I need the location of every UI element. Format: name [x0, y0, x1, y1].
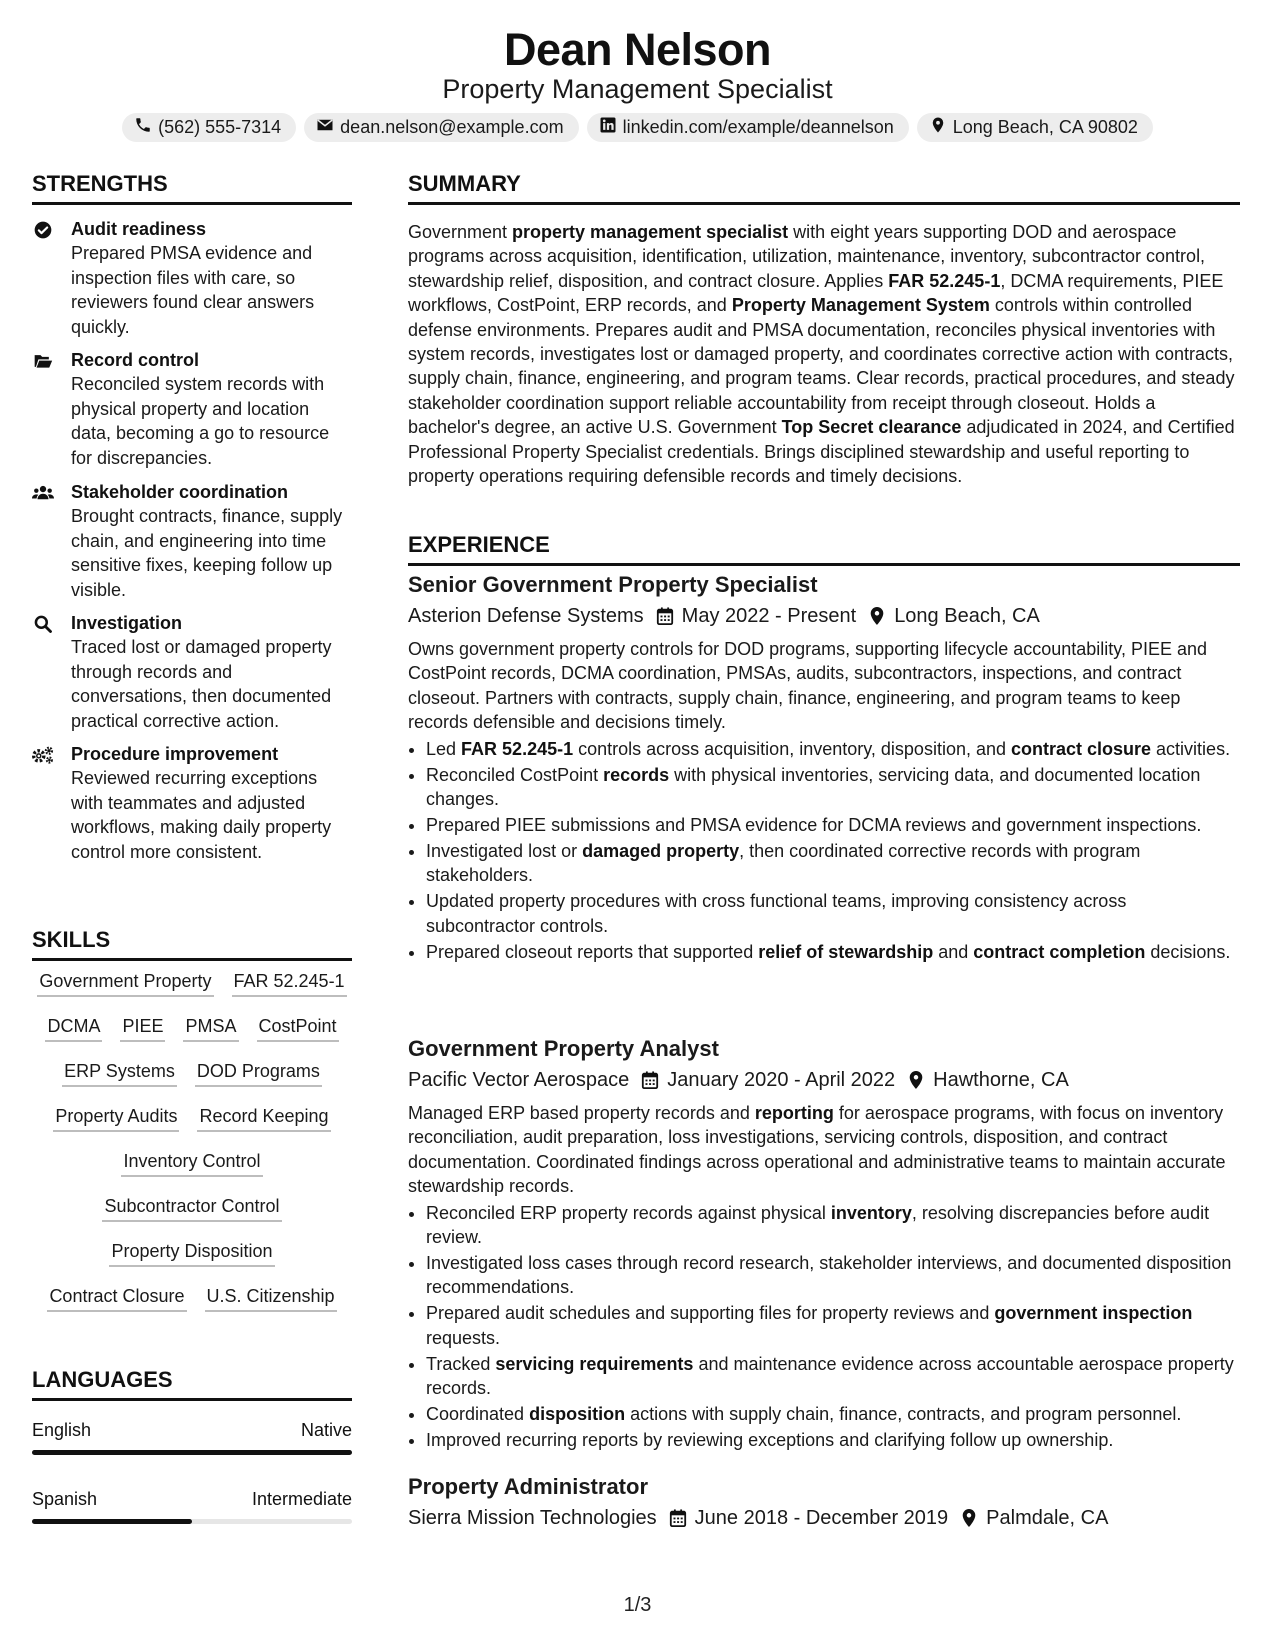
- company-name: Pacific Vector Aerospace: [408, 1069, 630, 1091]
- skill-tag: U.S. Citizenship: [205, 1284, 337, 1312]
- job-title: Government Property Analyst: [408, 1036, 719, 1061]
- strength-desc: Reconciled system records with physical property and location data, becoming a go to resource for discrepancies.: [71, 374, 330, 468]
- job-entry: [408, 1035, 1240, 1454]
- language-name: English: [32, 1420, 92, 1440]
- skill-tag: Subcontractor Control: [102, 1194, 281, 1222]
- skill-tag: DOD Programs: [195, 1059, 322, 1087]
- summary-heading: SUMMARY: [408, 170, 1240, 205]
- strengths-heading: STRENGTHS: [32, 170, 352, 205]
- location-text: Long Beach, CA 90802: [952, 117, 1138, 137]
- candidate-name: Dean Nelson: [503, 24, 772, 75]
- contact-bar: [0, 113, 1275, 142]
- company-name: Sierra Mission Technologies: [408, 1507, 657, 1529]
- skill-tag: Government Property: [37, 969, 213, 997]
- map-pin-icon: [868, 606, 886, 626]
- calendar-icon: [641, 1070, 659, 1090]
- strength-desc: Prepared PMSA evidence and inspection files with care, so reviewers found clear answers quickly.: [71, 243, 315, 337]
- job-meta: [408, 1503, 1240, 1533]
- job-bullet: • Prepared audit schedules and supporting files for property reviews and government inspection requests.: [426, 1301, 1240, 1350]
- summary-text: Government property management specialist with eight years supporting DOD and aerospace programs across acquisition, identification, utilization, maintenance, inventory, subcontractor control, stewardship relief, disposition, and contract closure. Applies FAR 52.245-1, DCMA requirements, PIEE workflows, CostPoint, ERP records, and Property Management System controls within controlled defense environments. Prepares audit and PMSA documentation, reconciles physical inventories with system records, investigates lost or damaged property, and coordinates corrective action with contracts, supply chain, finance, engineering, and program teams. Clear records, practical procedures, and steady stakeholder coordination support reliable accountability from receipt through closeout. Holds a bachelor's degree, an active U.S. Government Top Secret clearance adjudicated in 2024, and Certified Professional Property Specialist credentials. Brings disciplined stewardship and useful reporting to property operations requiring defensible records and timely decisions.: [408, 222, 1235, 487]
- job-bullet: • Investigated loss cases through record research, stakeholder interviews, and documented disposition recommendations.: [426, 1251, 1240, 1300]
- page-number: 1/3: [623, 1594, 652, 1616]
- language-proficiency-fill: [32, 1519, 192, 1524]
- map-pin-icon: [907, 1070, 925, 1090]
- linkedin-icon: [599, 116, 617, 139]
- job-location: Long Beach, CA: [894, 605, 1040, 627]
- skill-tag: Record Keeping: [197, 1104, 330, 1132]
- job-bullet: • Updated property procedures with cross functional teams, improving consistency across subcontractor controls.: [426, 889, 1240, 938]
- language-item: [32, 1487, 352, 1524]
- job-bullet: • Prepared PIEE submissions and PMSA evidence for DCMA reviews and government inspections.: [426, 813, 1240, 837]
- phone-icon: [134, 116, 152, 139]
- envelope-icon: [316, 116, 334, 139]
- strength-desc: Brought contracts, finance, supply chain, and engineering into time sensitive fixes, keeping follow up visible.: [71, 506, 343, 600]
- skill-row: [32, 1059, 352, 1104]
- strength-desc: Traced lost or damaged property through records and conversations, then documented practical corrective action.: [71, 637, 332, 731]
- language-proficiency-fill: [32, 1450, 352, 1455]
- job-entry: [408, 571, 1240, 966]
- strength-item: [32, 217, 352, 339]
- strength-item: [32, 611, 352, 733]
- skill-tag: PMSA: [183, 1014, 238, 1042]
- strength-title: Audit readiness: [71, 219, 207, 239]
- calendar-icon: [669, 1508, 687, 1528]
- users-icon: [32, 483, 54, 503]
- phone-chip[interactable]: [122, 113, 296, 142]
- skill-row: [32, 1014, 352, 1059]
- job-title: Senior Government Property Specialist: [408, 572, 818, 597]
- job-dates: January 2020 - April 2022: [667, 1069, 896, 1091]
- job-bullets: [408, 737, 1240, 965]
- email-chip[interactable]: [304, 113, 578, 142]
- job-bullet: • Tracked servicing requirements and maintenance evidence across accountable aerospace property records.: [426, 1352, 1240, 1401]
- skill-tag: DCMA: [45, 1014, 102, 1042]
- skill-row: [32, 1239, 352, 1284]
- language-proficiency-bar: [32, 1450, 352, 1455]
- job-location: Hawthorne, CA: [933, 1069, 1069, 1091]
- job-bullet: • Prepared closeout reports that supported relief of stewardship and contract completion decisions.: [426, 940, 1240, 964]
- search-icon: [32, 614, 54, 634]
- strength-title: Record control: [71, 350, 200, 370]
- skill-row: [32, 1104, 352, 1149]
- strength-item: [32, 742, 352, 864]
- skill-row: [32, 969, 352, 1014]
- language-name: Spanish: [32, 1489, 98, 1509]
- check-circle-icon: [32, 220, 54, 240]
- calendar-icon: [656, 606, 674, 626]
- job-meta: [408, 1065, 1240, 1095]
- job-description: Owns government property controls for DOD programs, supporting lifecycle accountability, PIEE and CostPoint records, DCMA coordination, PMSAs, audits, subcontractors, inspections, and contract closeout. Partners with contracts, supply chain, finance, engineering, and program teams to keep records defensible and decisions timely.: [408, 639, 1208, 733]
- job-bullets: [408, 1201, 1240, 1453]
- job-dates: June 2018 - December 2019: [694, 1507, 949, 1529]
- strength-desc: Reviewed recurring exceptions with teammates and adjusted workflows, making daily property control more consistent.: [71, 768, 332, 862]
- experience-heading: EXPERIENCE: [408, 531, 1240, 566]
- job-location: Palmdale, CA: [986, 1507, 1109, 1529]
- skill-tag: CostPoint: [257, 1014, 339, 1042]
- job-bullet: • Reconciled CostPoint records with physical inventories, servicing data, and documented location changes.: [426, 763, 1240, 812]
- linkedin-text: linkedin.com/example/deannelson: [622, 117, 894, 137]
- linkedin-chip[interactable]: [587, 113, 909, 142]
- job-bullet: • Reconciled ERP property records against physical inventory, resolving discrepancies before audit review.: [426, 1201, 1240, 1250]
- skill-tag: PIEE: [120, 1014, 165, 1042]
- skill-row: [32, 1194, 352, 1239]
- languages-heading: LANGUAGES: [32, 1366, 352, 1401]
- job-title: Property Administrator: [408, 1474, 649, 1499]
- job-bullet: • Improved recurring reports by reviewing exceptions and clarifying follow up ownership.: [426, 1428, 1240, 1452]
- gears-icon: [32, 745, 54, 765]
- map-pin-icon: [960, 1508, 978, 1528]
- language-level: Native: [300, 1420, 352, 1440]
- folder-open-icon: [32, 351, 54, 371]
- skill-tag: Property Disposition: [109, 1239, 274, 1267]
- candidate-title: Property Management Specialist: [442, 74, 833, 104]
- phone-text: (562) 555-7314: [158, 117, 282, 137]
- skill-row: [32, 1149, 352, 1194]
- job-dates: May 2022 - Present: [681, 605, 857, 627]
- map-pin-icon: [929, 116, 947, 139]
- job-bullet: • Led FAR 52.245-1 controls across acquisition, inventory, disposition, and contract closure activities.: [426, 737, 1240, 761]
- language-item: [32, 1418, 352, 1455]
- strength-title: Stakeholder coordination: [71, 482, 289, 502]
- job-description: Managed ERP based property records and reporting for aerospace programs, with focus on inventory reconciliation, audit preparation, loss investigations, servicing controls, disposition, and contract documentation. Coordinated findings across operational and administrative teams to maintain accurate stewardship records.: [408, 1103, 1226, 1197]
- company-name: Asterion Defense Systems: [408, 605, 644, 627]
- skill-tag: ERP Systems: [62, 1059, 177, 1087]
- job-bullet: • Coordinated disposition actions with supply chain, finance, contracts, and program personnel.: [426, 1402, 1240, 1426]
- location-chip[interactable]: [917, 113, 1153, 142]
- skill-row: [32, 1284, 352, 1329]
- job-bullet: • Investigated lost or damaged property, then coordinated corrective records with program stakeholders.: [426, 839, 1240, 888]
- skill-tag: FAR 52.245-1: [232, 969, 347, 997]
- skill-tag: Inventory Control: [121, 1149, 262, 1177]
- strength-item: [32, 480, 352, 602]
- skill-tag: Contract Closure: [47, 1284, 186, 1312]
- job-entry: [408, 1473, 1240, 1533]
- job-meta: [408, 601, 1240, 631]
- language-proficiency-bar: [32, 1519, 352, 1524]
- skills-list: [32, 969, 352, 1329]
- email-text: dean.nelson@example.com: [340, 117, 564, 137]
- skill-tag: Property Audits: [53, 1104, 179, 1132]
- strength-item: [32, 348, 352, 470]
- strength-title: Investigation: [71, 613, 183, 633]
- strength-title: Procedure improvement: [71, 744, 279, 764]
- language-level: Intermediate: [251, 1489, 352, 1509]
- skills-heading: SKILLS: [32, 926, 352, 961]
